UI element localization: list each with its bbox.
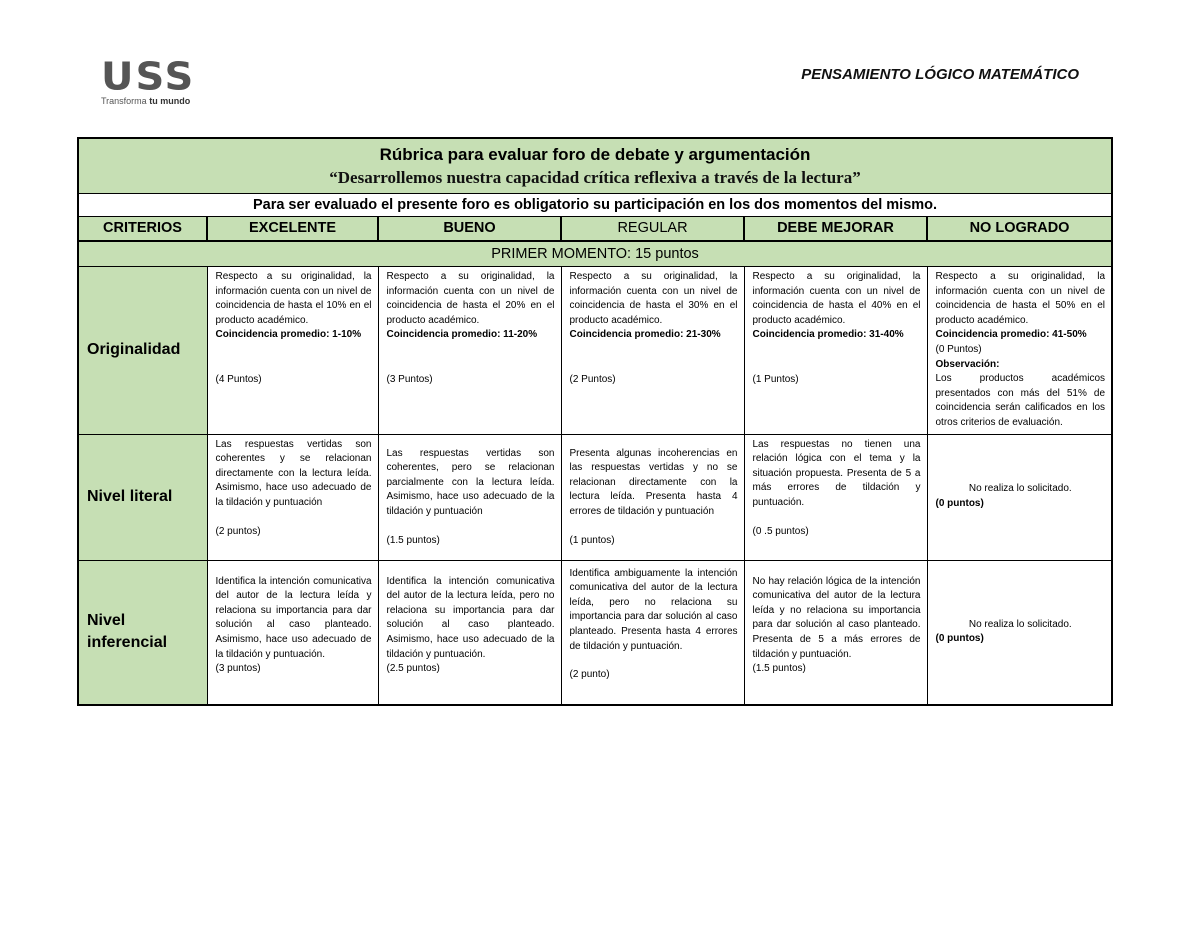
col-header-excelente: EXCELENTE: [207, 217, 378, 242]
cell-inferencial-debe-mejorar: No hay relación lógica de la intención comunicativa del autor de la lectura leída y no relaciona su importancia para dar solución al caso planteado. Presenta de 5 a más errores de tildación y puntuación. (1.5 puntos): [744, 560, 927, 705]
criterion-nivel-inferencial: Nivel inferencial: [78, 560, 207, 705]
rubric-title-cell: [78, 138, 1112, 194]
col-header-debe-mejorar: DEBE MEJORAR: [744, 217, 927, 242]
cell-originalidad-bueno: Respecto a su originalidad, la información cuenta con un nivel de coincidencia de hasta el 20% en el producto académico. Coincidencia promedio: 11-20% (3 Puntos): [378, 267, 561, 435]
cell-originalidad-no-logrado: Respecto a su originalidad, la información cuenta con un nivel de coincidencia de hasta el 50% en el producto académico. Coincidencia promedio: 41-50% (0 Puntos) Observación: Los productos académicos presentados con más del 51% de coincidencia serán calificados en los otros criterios de evaluación.: [927, 267, 1112, 435]
cell-inferencial-regular: Identifica ambiguamente la intención comunicativa del autor de la lectura leída, pero no relaciona su importancia para dar solución al caso planteado. Presenta hasta 4 errores de tildación y puntuación. (2 punto): [561, 560, 744, 705]
table-row: [78, 560, 1112, 705]
cell-originalidad-regular: Respecto a su originalidad, la información cuenta con un nivel de coincidencia de hasta el 30% en el producto académico. Coincidencia promedio: 21-30% (2 Puntos): [561, 267, 744, 435]
cell-literal-regular: Presenta algunas incoherencias en las respuestas vertidas y no se relacionan directamente con la lectura leída. Presenta hasta 4 errores de tildación y puntuación (1 puntos): [561, 434, 744, 560]
column-header-row: [78, 217, 1112, 242]
cell-literal-excelente: Las respuestas vertidas son coherentes y se relacionan directamente con la lectura leída. Asimismo, hace uso adecuado de la tildación y puntuación (2 puntos): [207, 434, 378, 560]
uss-logo: [101, 55, 226, 106]
table-row: [78, 267, 1112, 435]
cell-literal-debe-mejorar: Las respuestas no tienen una relación lógica con el tema y la situación propuesta. Presenta de 5 a más errores de tildación y puntuación. (0 .5 puntos): [744, 434, 927, 560]
cell-originalidad-excelente: Respecto a su originalidad, la información cuenta con un nivel de coincidencia de hasta el 10% en el producto académico. Coincidencia promedio: 1-10% (4 Puntos): [207, 267, 378, 435]
moment-header: PRIMER MOMENTO: 15 puntos: [78, 241, 1112, 267]
logo-tagline: Transforma tu mundo: [101, 96, 191, 106]
cell-inferencial-no-logrado: No realiza lo solicitado. (0 puntos): [927, 560, 1112, 705]
rubric-title: Rúbrica para evaluar foro de debate y argumentación: [379, 145, 811, 164]
col-header-criterios: CRITERIOS: [78, 217, 207, 242]
criterion-originalidad: Originalidad: [78, 267, 207, 435]
obligatory-note: Para ser evaluado el presente foro es obligatorio su participación en los dos momentos del mismo.: [78, 194, 1112, 217]
cell-inferencial-excelente: Identifica la intención comunicativa del autor de la lectura leída y relaciona su importancia para dar solución al caso planteado. Asimismo, hace uso adecuado de la tildación y puntuación. (3 puntos): [207, 560, 378, 705]
rubric-subtitle: “Desarrollemos nuestra capacidad crítica reflexiva a través de la lectura”: [329, 168, 861, 187]
table-row: [78, 434, 1112, 560]
cell-literal-no-logrado: No realiza lo solicitado. (0 puntos): [927, 434, 1112, 560]
cell-inferencial-bueno: Identifica la intención comunicativa del autor de la lectura leída, pero no relaciona su importancia para dar solución al caso planteado. Asimismo, hace uso adecuado de la tildación y puntuación. (2.5 puntos): [378, 560, 561, 705]
logo-text: USS: [101, 55, 196, 99]
col-header-regular: REGULAR: [561, 217, 744, 242]
criterion-nivel-literal: Nivel literal: [78, 434, 207, 560]
cell-originalidad-debe-mejorar: Respecto a su originalidad, la información cuenta con un nivel de coincidencia de hasta el 40% en el producto académico. Coincidencia promedio: 31-40% (1 Puntos): [744, 267, 927, 435]
col-header-no-logrado: NO LOGRADO: [927, 217, 1112, 242]
course-title: PENSAMIENTO LÓGICO MATEMÁTICO: [801, 66, 1079, 83]
col-header-bueno: BUENO: [378, 217, 561, 242]
cell-literal-bueno: Las respuestas vertidas son coherentes, pero se relacionan parcialmente con la lectura leída. Asimismo, hace uso adecuado de la tildación y puntuación (1.5 puntos): [378, 434, 561, 560]
rubric-table: [77, 137, 1113, 706]
